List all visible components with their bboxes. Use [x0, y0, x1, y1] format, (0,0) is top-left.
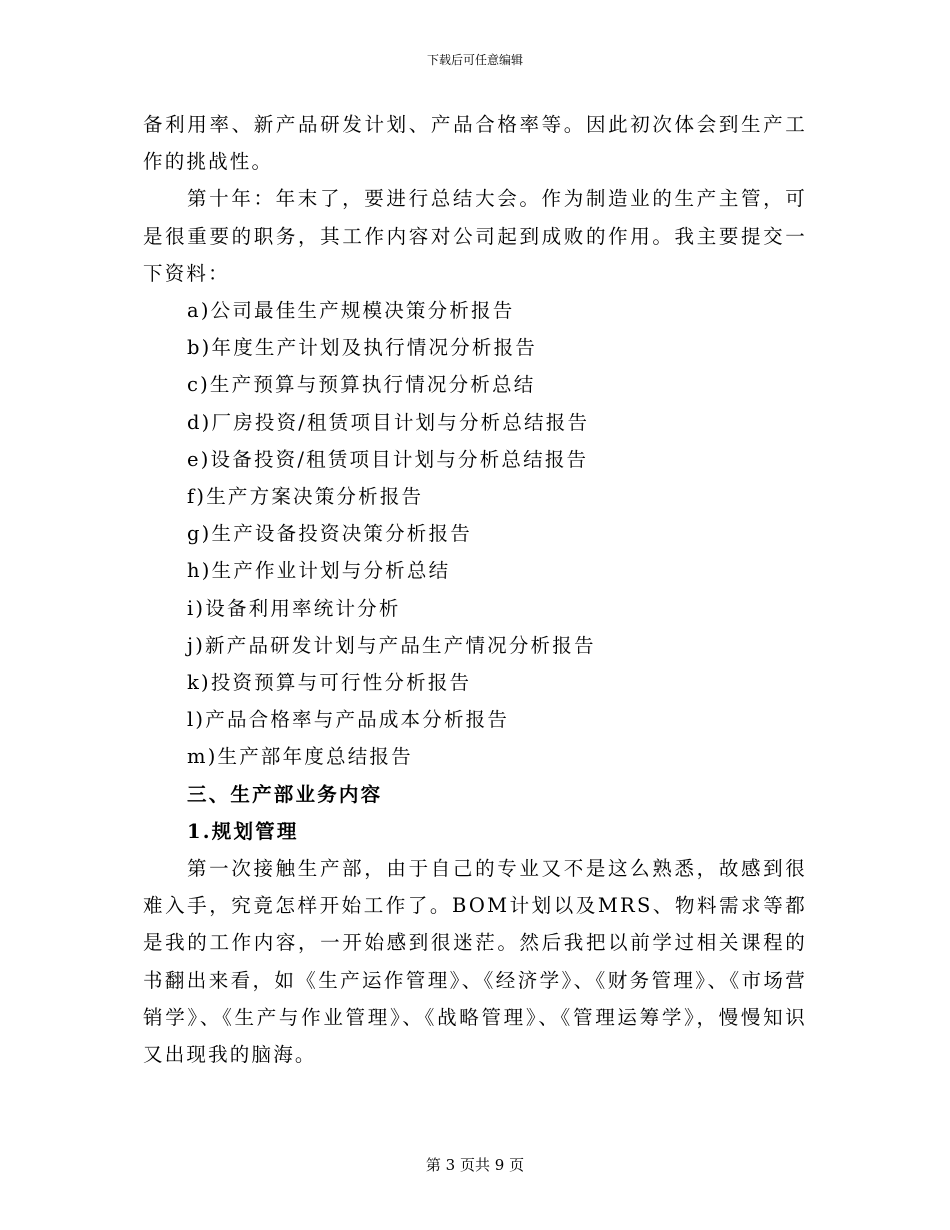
page-header: 下载后可任意编辑: [426, 53, 523, 67]
list-item: c)生产预算与预算执行情况分析总结: [187, 373, 536, 397]
list-item: g)生产设备投资决策分析报告: [187, 522, 472, 546]
paragraph-continuation: 备利用率、新产品研发计划、产品合格率等。因此初次体会到生产工作的挑战性。: [143, 113, 807, 174]
section-heading: 三、生产部业务内容: [187, 782, 383, 806]
list-item: j)新产品研发计划与产品生产情况分析报告: [187, 633, 596, 657]
list-item: i)设备利用率统计分析: [187, 596, 401, 620]
document-body: [143, 106, 807, 1073]
list-item: b)年度生产计划及执行情况分析报告: [187, 336, 537, 360]
list-item: a)公司最佳生产规模决策分析报告: [187, 299, 515, 323]
list-item: k)投资预算与可行性分析报告: [187, 671, 472, 695]
list-item: d)厂房投资/租赁项目计划与分析总结报告: [187, 410, 590, 434]
paragraph-planning: 第一次接触生产部，由于自己的专业又不是这么熟悉，故感到很难入手，究竟怎样开始工作了。BOM计划以及MRS、物料需求等都是我的工作内容，一开始感到很迷茫。然后我把以前学过相关课程的书翻出来看，如《生产运作管理》、《经济学》、《财务管理》、《市场营销学》、《生产与作业管理》、《战略管理》、《管理运筹学》，慢慢知识又出现我的脑海。: [143, 857, 807, 1067]
page-number: 第 3 页共 9 页: [425, 1156, 525, 1174]
list-item: h)生产作业计划与分析总结: [187, 559, 451, 583]
paragraph-year-ten: 第十年：年末了，要进行总结大会。作为制造业的生产主管，可是很重要的职务，其工作内容对公司起到成败的作用。我主要提交一下资料：: [143, 187, 807, 285]
list-item: f)生产方案决策分析报告: [187, 485, 424, 509]
list-item: m)生产部年度总结报告: [187, 745, 413, 769]
list-item: e)设备投资/租赁项目计划与分析总结报告: [187, 447, 589, 471]
list-item: l)产品合格率与产品成本分析报告: [187, 708, 510, 732]
subsection-heading: 1.规划管理: [187, 819, 299, 843]
